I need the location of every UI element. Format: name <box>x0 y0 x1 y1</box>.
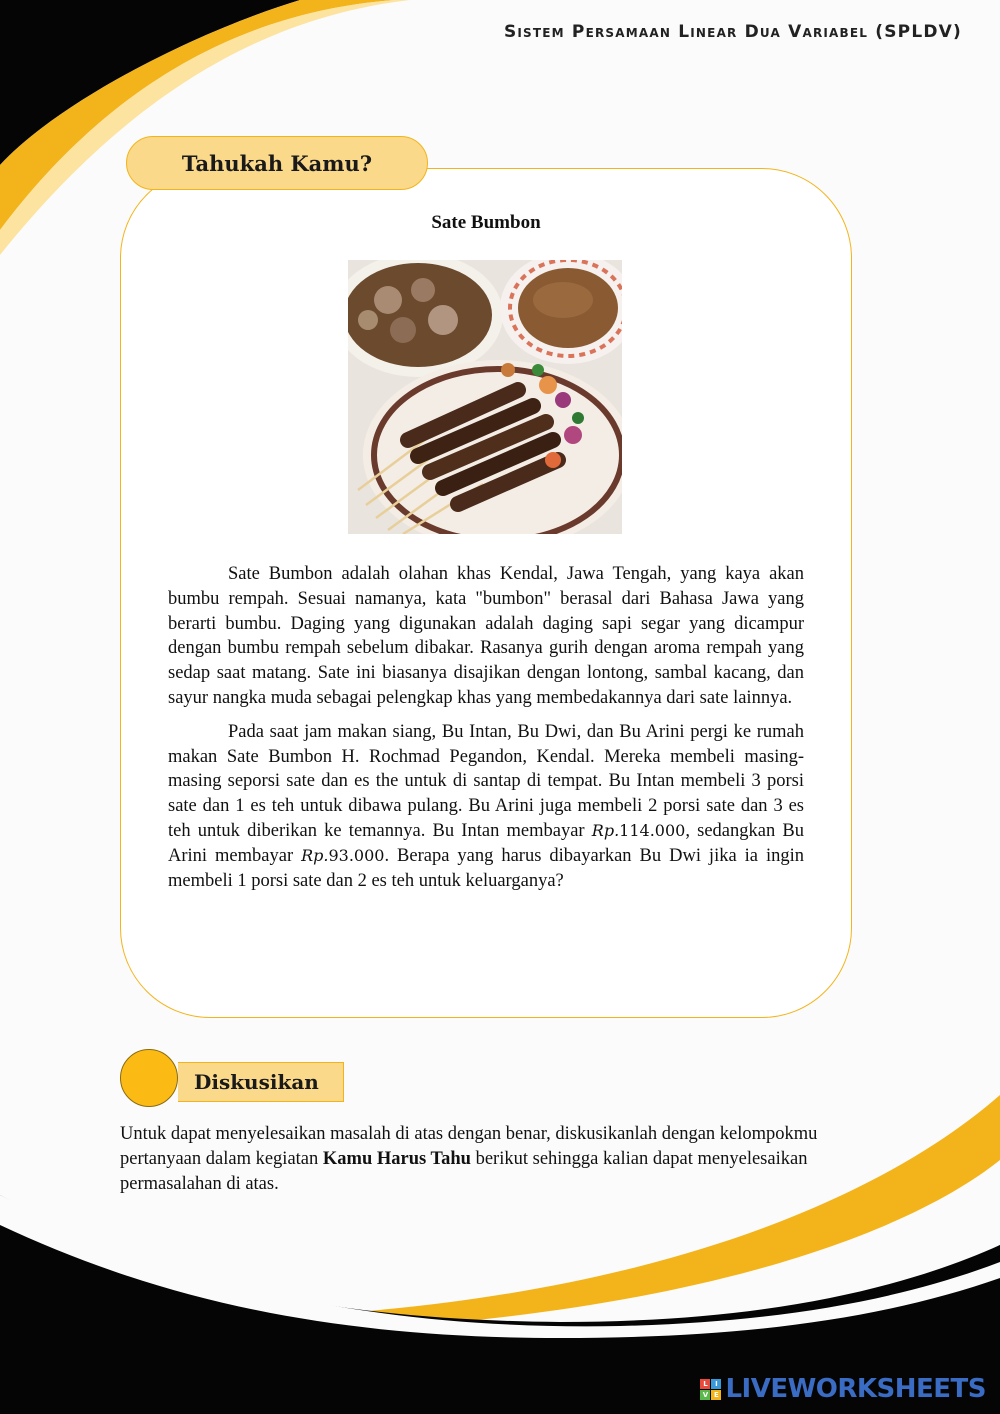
discussion-text-after: berikut sehingga kalian dapat menyelesaikan permasalahan di atas. <box>120 1149 808 1194</box>
currency-symbol: Rp. <box>591 820 620 840</box>
discussion-circle-icon <box>120 1049 178 1107</box>
discussion-text-bold: Kamu Harus Tahu <box>322 1149 471 1169</box>
food-title: Sate Bumbon <box>431 212 541 233</box>
problem-text-part1: Pada saat jam makan siang, Bu Intan, Bu Dwi, dan Bu Arini pergi ke rumah makan Sate Bumbon H. Rochmad Pegandon, Kendal. Mereka membeli masing-masing seporsi sate dan es the untuk di santap di tempat. Bu Intan membeli 3 porsi sate dan 1 es teh untuk dibawa pulang. Bu Arini juga membeli 2 porsi sate dan 3 es teh untuk diberikan ke temannya. Bu Intan membayar <box>168 721 804 841</box>
amount-intan: 114.000 <box>619 820 686 840</box>
page-header-title: Sistem Persamaan Linear Dua Variabel (SPLDV) <box>503 22 962 42</box>
discussion-text-before: Untuk dapat menyelesaikan masalah di atas dengan benar, diskusikanlah dengan kelompokmu pertanyaan dalam kegiatan <box>120 1124 818 1169</box>
logo-letter-l: L <box>700 1379 710 1389</box>
liveworksheets-logo-text: LIVEWORKSHEETS <box>725 1374 986 1404</box>
liveworksheets-logo-icon <box>700 1379 721 1400</box>
discussion-label: Diskusikan <box>178 1062 344 1102</box>
problem-text-part3: . Berapa yang harus dibayarkan Bu Dwi jika ia ingin membeli 1 porsi sate dan 2 es teh untuk keluarganya? <box>168 845 805 891</box>
discussion-text <box>120 1122 880 1197</box>
currency-symbol: Rp. <box>301 845 329 865</box>
paragraph-word-problem <box>168 720 804 894</box>
paragraph-sate-description: Sate Bumbon adalah olahan khas Kendal, Jawa Tengah, yang kaya akan bumbu rempah. Sesuai namanya, kata "bumbon" berasal dari Bahasa Jawa yang berarti bumbu. Daging yang digunakan adalah daging sapi segar yang dicampur dengan bumbu rempah sebelum dibakar. Rasanya gurih dengan aroma rempah yang sedap saat matang. Sate ini biasanya disajikan dengan lontong, sambal kacang, dan sayur nangka muda sebagai pelengkap khas yang membedakannya dari sate lainnya. <box>168 564 804 708</box>
info-text <box>168 562 804 902</box>
logo-letter-i: I <box>711 1379 721 1389</box>
logo-letter-v: V <box>700 1390 710 1400</box>
logo-letter-e: E <box>711 1390 721 1400</box>
sate-photo <box>348 260 622 534</box>
problem-text-part2: , sedangkan Bu Arini membayar <box>168 820 804 866</box>
liveworksheets-logo[interactable] <box>700 1374 986 1404</box>
info-box-tab: Tahukah Kamu? <box>126 136 428 190</box>
amount-arini: 93.000 <box>328 845 385 865</box>
